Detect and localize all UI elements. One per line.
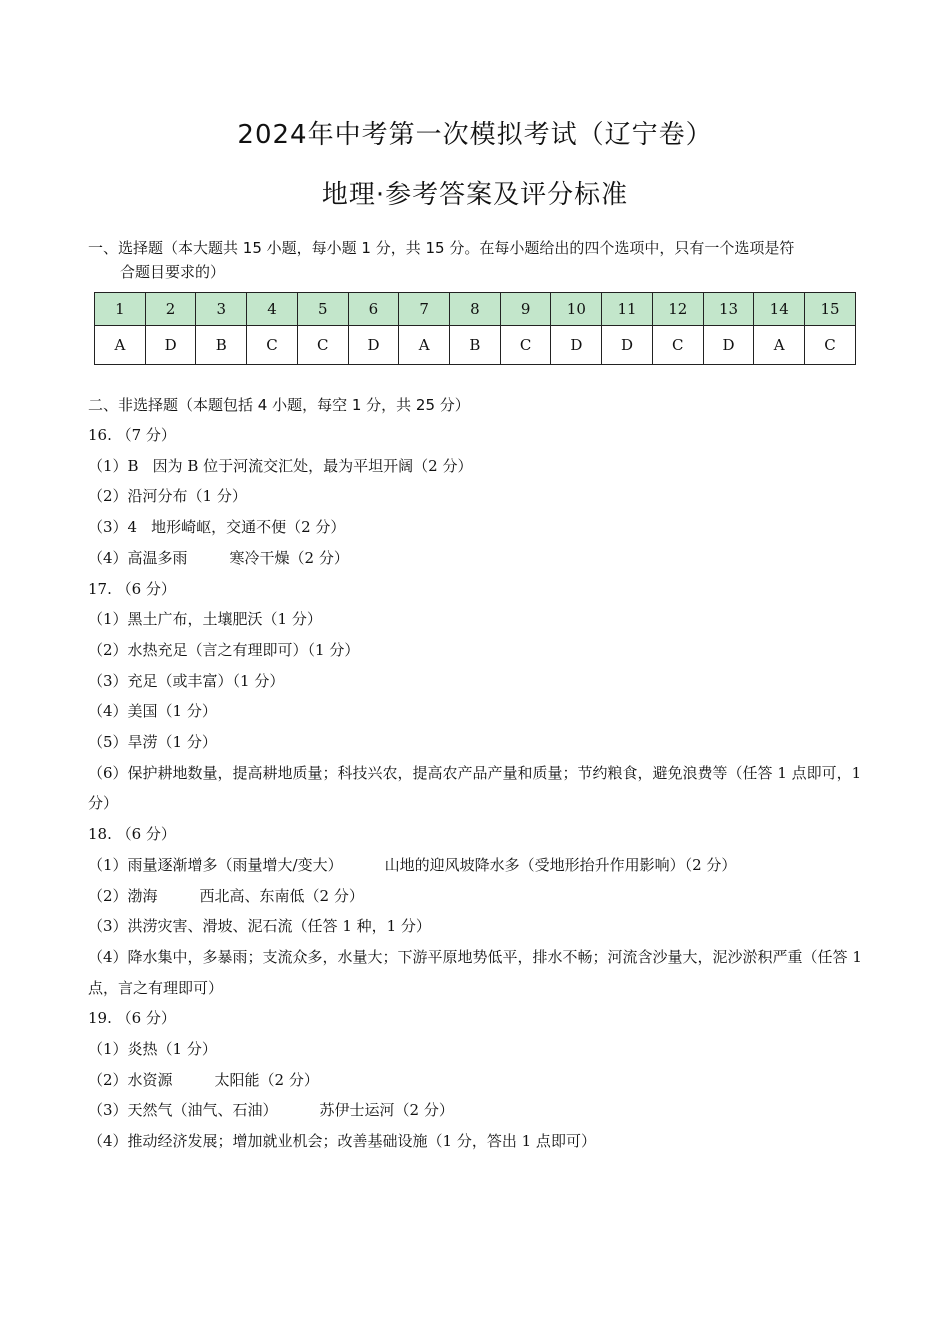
section2-heading: 二、非选择题（本题包括 4 小题，每空 1 分，共 25 分）: [88, 396, 470, 414]
q18-answer-3: （3）洪涝灾害、滑坡、泥石流（任答 1 种，1 分）: [88, 917, 431, 936]
question-number: 14: [754, 293, 805, 326]
answer-table-number-row: [95, 293, 856, 326]
question-number: 3: [196, 293, 247, 326]
question-number: 10: [551, 293, 602, 326]
q16-answer-1-text: 因为 B 位于河流交汇处，最为平坦开阔（2 分）: [152, 456, 473, 475]
q18-header: 18. （6 分）: [88, 825, 176, 844]
q16-answer-1: [88, 451, 868, 482]
question-number: 2: [145, 293, 196, 326]
section1-heading: [88, 236, 878, 284]
q19-answer-2-text: 太阳能（2 分）: [214, 1070, 319, 1089]
question-number: 12: [652, 293, 703, 326]
q19-answer-3-text: 苏伊士运河（2 分）: [319, 1101, 454, 1120]
answer-cell: D: [551, 326, 602, 365]
q19-answer-3: [88, 1095, 868, 1126]
answer-cell: B: [450, 326, 501, 365]
answer-table: [94, 292, 856, 365]
answer-cell: A: [754, 326, 805, 365]
q19-header: 19. （6 分）: [88, 1009, 176, 1028]
question-number: 13: [703, 293, 754, 326]
section1-heading-line2: 合题目要求的）: [120, 263, 226, 281]
q19-answer-3-label: （3）天然气（油气、石油）: [88, 1101, 278, 1120]
answer-cell: D: [602, 326, 653, 365]
q17-answer-6: （6）保护耕地数量，提高耕地质量；科技兴农，提高农产品产量和质量；节约粮食，避免浪费等（任答 1 点即可，1 分）: [88, 763, 862, 813]
q18-answer-1-text: 山地的迎风坡降水多（受地形抬升作用影响）（2 分）: [384, 855, 737, 874]
q17-header: 17. （6 分）: [88, 579, 176, 598]
question-number: 5: [297, 293, 348, 326]
answer-cell: A: [95, 326, 146, 365]
q17-answer-4: （4）美国（1 分）: [88, 702, 217, 721]
q16-answer-3-text: 地形崎岖，交通不便（2 分）: [151, 518, 346, 537]
page-subtitle: 地理·参考答案及评分标准: [321, 180, 629, 210]
question-number: 4: [247, 293, 298, 326]
answer-cell: C: [297, 326, 348, 365]
question-number: 6: [348, 293, 399, 326]
question-number: 11: [602, 293, 653, 326]
answer-cell: D: [703, 326, 754, 365]
q17-answer-1: （1）黑土广布，土壤肥沃（1 分）: [88, 610, 322, 629]
q16-answer-1-label: （1）B: [88, 456, 139, 475]
q18-answer-2-text: 西北高、东南低（2 分）: [199, 886, 364, 905]
answer-cell: C: [652, 326, 703, 365]
q17-answer-2: （2）水热充足（言之有理即可）（1 分）: [88, 640, 360, 659]
question-number: 9: [500, 293, 551, 326]
q19-answer-4: （4）推动经济发展；增加就业机会；改善基础设施（1 分，答出 1 点即可）: [88, 1132, 596, 1151]
q16-answer-3-label: （3）4: [88, 518, 138, 537]
q16-header: 16. （7 分）: [88, 426, 176, 444]
q16-answer-4-text: 寒冷干燥（2 分）: [229, 548, 349, 567]
answer-lines: [88, 420, 868, 1157]
q16-answer-4: [88, 543, 868, 574]
q19-answer-2-label: （2）水资源: [88, 1070, 173, 1089]
q19-answer-2: [88, 1065, 868, 1096]
q18-answer-1: [88, 850, 868, 881]
question-number: 1: [95, 293, 146, 326]
answer-cell: D: [348, 326, 399, 365]
q19-answer-1: （1）炎热（1 分）: [88, 1040, 217, 1059]
answer-cell: B: [196, 326, 247, 365]
page-title: 2024年中考第一次模拟考试（辽宁卷）: [237, 120, 713, 150]
answer-table-answer-row: [95, 326, 856, 365]
q18-answer-4: （4）降水集中，多暴雨；支流众多，水量大；下游平原地势低平，排水不畅；河流含沙量大，泥沙淤积严重（任答 1 点，言之有理即可）: [88, 947, 862, 997]
q18-answer-2: [88, 881, 868, 912]
q16-answer-3: [88, 512, 868, 543]
q18-answer-2-label: （2）渤海: [88, 886, 158, 905]
q16-answer-4-label: （4）高温多雨: [88, 548, 188, 567]
question-number: 7: [399, 293, 450, 326]
q16-answer-2: （2）沿河分布（1 分）: [88, 487, 247, 506]
q17-answer-3: （3）充足（或丰富）（1 分）: [88, 671, 285, 690]
answer-cell: D: [145, 326, 196, 365]
answer-cell: C: [500, 326, 551, 365]
section1-heading-line1: 一、选择题（本大题共 15 小题，每小题 1 分，共 15 分。在每小题给出的四个选项中，只有一个选项是符: [88, 239, 795, 257]
answer-cell: A: [399, 326, 450, 365]
question-number: 8: [450, 293, 501, 326]
answer-cell: C: [805, 326, 856, 365]
answer-cell: C: [247, 326, 298, 365]
q17-answer-5: （5）旱涝（1 分）: [88, 733, 217, 752]
question-number: 15: [805, 293, 856, 326]
q18-answer-1-label: （1）雨量逐渐增多（雨量增大/变大）: [88, 855, 343, 874]
